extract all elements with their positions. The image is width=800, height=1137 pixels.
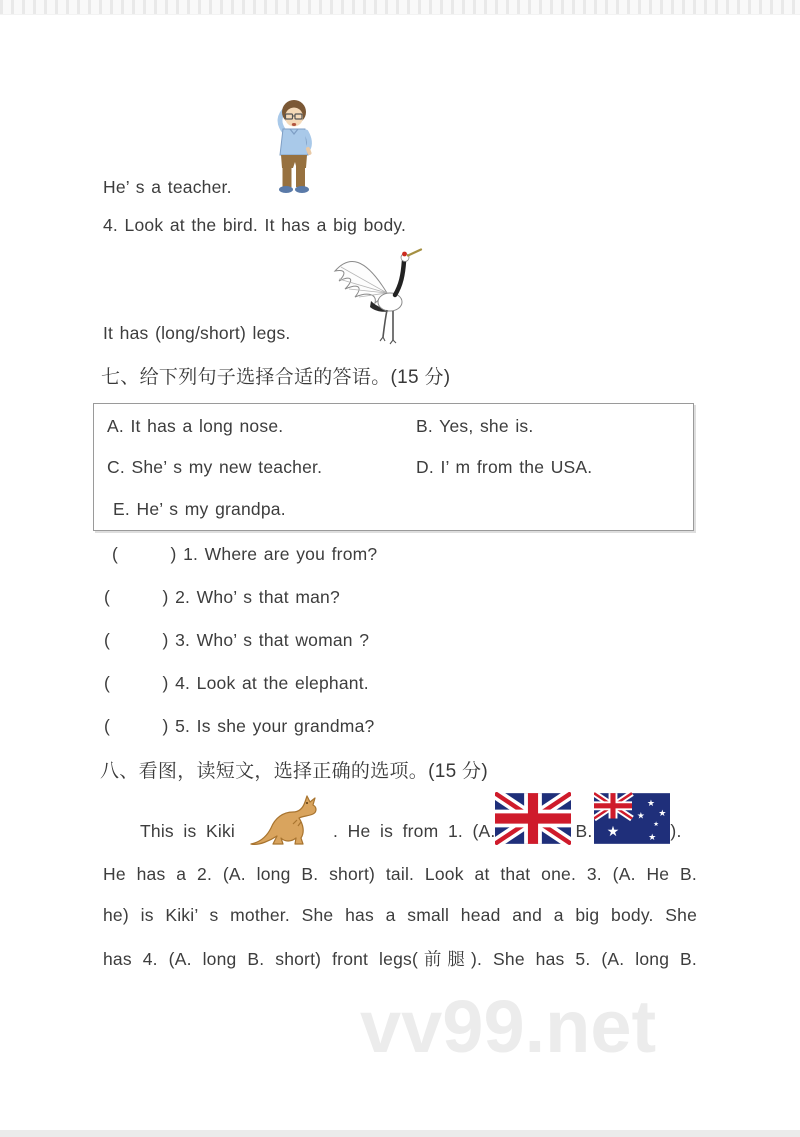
passage-line1-part4: ). — [670, 821, 682, 841]
section8-heading: 八、看图，读短文，选择正确的选项。(15 分) — [100, 761, 488, 782]
passage-line-2: He has a 2. (A. long B. short) tail. Look at that one. 3. (A. He B. — [103, 864, 697, 884]
svg-text:★: ★ — [637, 811, 646, 822]
passage-line-3: he) is Kiki’ s mother. She has a small head and a big body. She — [103, 905, 697, 925]
question-4: ( ) 4. Look at the elephant. — [104, 673, 369, 693]
question-1: ( ) 1. Where are you from? — [112, 544, 378, 564]
red-crowned-crane-icon — [327, 245, 431, 345]
kangaroo-icon — [247, 794, 327, 848]
question-5: ( ) 5. Is she your grandma? — [104, 716, 375, 736]
passage-line-1 — [103, 782, 703, 845]
kangaroo-illustration — [247, 794, 327, 848]
uk-flag — [495, 792, 571, 845]
question-2: ( ) 2. Who’ s that man? — [104, 587, 340, 607]
teacher-cartoon-icon — [266, 97, 322, 195]
answer-options-box — [93, 403, 694, 531]
svg-text:★: ★ — [658, 808, 667, 819]
option-e: E. He’ s my grandpa. — [113, 499, 286, 519]
australia-flag-icon — [594, 792, 670, 845]
section7-heading: 七、给下列句子选择合适的答语。(15 分) — [101, 367, 451, 388]
passage-line1-part1: This is Kiki — [140, 821, 236, 841]
teacher-caption: He’ s a teacher. — [103, 177, 232, 197]
passage-line1-part2: . He is from 1. (A. — [333, 821, 496, 841]
svg-text:★: ★ — [648, 833, 657, 844]
question-3: ( ) 3. Who’ s that woman ? — [104, 630, 370, 650]
passage-line-4: has 4. (A. long B. short) front legs(前腿). She has 5. (A. long B. — [103, 949, 697, 969]
svg-text:★: ★ — [647, 798, 656, 809]
svg-text:★: ★ — [653, 821, 660, 829]
bottom-border-band — [0, 1130, 800, 1137]
watermark: vv99.net — [360, 985, 657, 1068]
option-a: A. It has a long nose. — [107, 416, 284, 436]
svg-text:★: ★ — [607, 824, 620, 841]
uk-flag-icon — [495, 792, 571, 845]
crane-illustration — [327, 245, 431, 345]
item4-sentence: 4. Look at the bird. It has a big body. — [103, 215, 407, 235]
option-d: D. I’ m from the USA. — [416, 457, 593, 477]
item4-answer-line: It has (long/short) legs. — [103, 323, 291, 343]
passage-line1-part3: B. — [575, 821, 593, 841]
option-b: B. Yes, she is. — [416, 416, 534, 436]
teacher-illustration — [266, 97, 322, 195]
australia-flag — [594, 792, 670, 845]
option-c: C. She’ s my new teacher. — [107, 457, 323, 477]
top-border-band — [0, 0, 800, 15]
